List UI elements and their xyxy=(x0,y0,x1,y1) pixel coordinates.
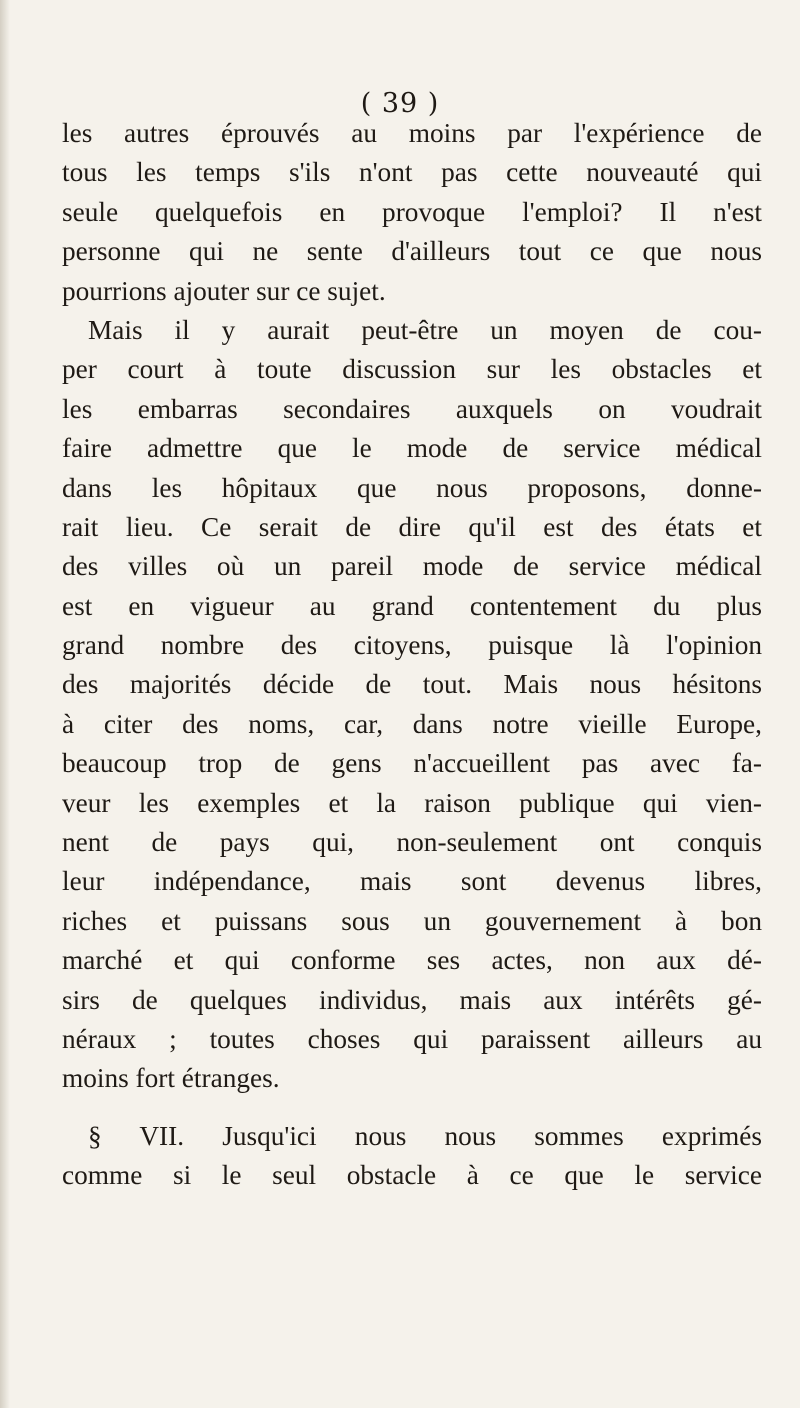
text-line: leur indépendance, mais sont devenus libres, xyxy=(62,866,762,897)
text-line: tous les temps s'ils n'ont pas cette nouveauté qui xyxy=(62,157,762,188)
text-line: dans les hôpitaux que nous proposons, donne- xyxy=(62,472,762,503)
text-line: comme si le seul obstacle à ce que le service xyxy=(62,1160,762,1191)
text-line: seule quelquefois en provoque l'emploi? Il n'est xyxy=(62,196,762,227)
text-line: sirs de quelques individus, mais aux intérêts gé- xyxy=(62,984,762,1015)
text-line: des villes où un pareil mode de service médical xyxy=(62,551,762,582)
page-edge-shadow xyxy=(0,0,10,1408)
text-line: rait lieu. Ce serait de dire qu'il est des états et xyxy=(62,511,762,542)
text-line: per court à toute discussion sur les obstacles et xyxy=(62,354,762,385)
text-line: moins fort étranges. xyxy=(62,1063,280,1094)
text-line: personne qui ne sente d'ailleurs tout ce que nous xyxy=(62,236,762,267)
text-line: veur les exemples et la raison publique qui vien- xyxy=(62,787,762,818)
text-line: néraux ; toutes choses qui paraissent ailleurs au xyxy=(62,1023,762,1054)
text-line: faire admettre que le mode de service médical xyxy=(62,433,762,464)
page-number: ( 39 ) xyxy=(360,88,440,119)
text-line: grand nombre des citoyens, puisque là l'opinion xyxy=(62,630,762,661)
text-line: beaucoup trop de gens n'accueillent pas avec fa- xyxy=(62,748,762,779)
body-text xyxy=(62,114,762,1196)
text-line: des majorités décide de tout. Mais nous hésitons xyxy=(62,669,762,700)
text-line: les embarras secondaires auxquels on voudrait xyxy=(62,393,762,424)
text-line: nent de pays qui, non-seulement ont conquis xyxy=(62,827,762,858)
text-line: est en vigueur au grand contentement du plus xyxy=(62,590,762,621)
text-line: à citer des noms, car, dans notre vieille Europe, xyxy=(62,708,762,739)
text-line: § VII. Jusqu'ici nous nous sommes exprimés xyxy=(88,1120,762,1151)
text-line: Mais il y aurait peut-être un moyen de cou- xyxy=(88,314,762,345)
text-line: marché et qui conforme ses actes, non aux dé- xyxy=(62,945,762,976)
text-line: les autres éprouvés au moins par l'expérience de xyxy=(62,118,762,148)
paragraph-gap xyxy=(62,1099,762,1117)
text-line: pourrions ajouter sur ce sujet. xyxy=(62,275,386,306)
text-line: riches et puissans sous un gouvernement à bon xyxy=(62,905,762,936)
